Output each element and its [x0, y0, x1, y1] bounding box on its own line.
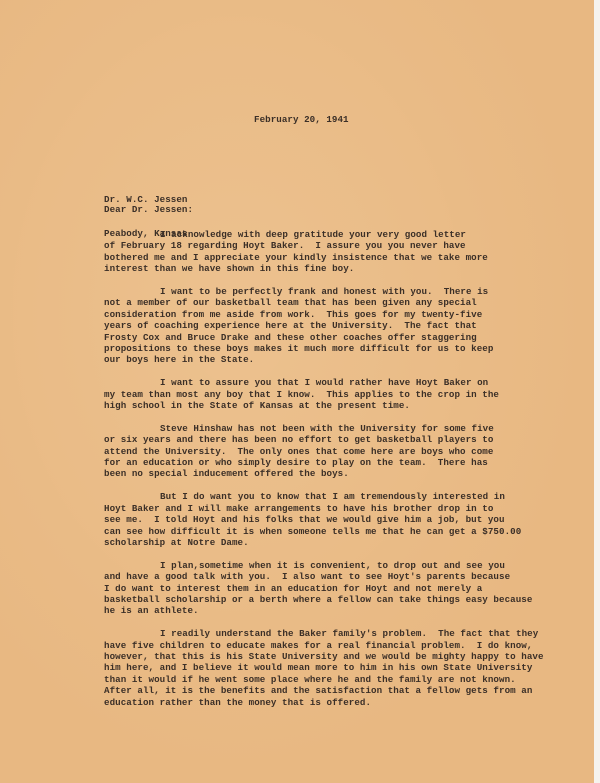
text-line: have five children to educate makes for a real financial problem. I do know,: [104, 639, 533, 651]
paragraph: [104, 377, 544, 411]
text-line: our boys here in the State.: [104, 354, 255, 366]
text-line: can see how difficult it is when someone tells me that he can get a $750.00: [104, 525, 522, 537]
text-line: Hoyt Baker and I will make arrangements to have his brother drop in to: [104, 502, 494, 514]
scan-edge: [594, 0, 600, 783]
text-line: bothered me and I appreciate your kindly insistence that we take more: [104, 251, 488, 263]
text-line: consideration from me aside from work. This goes for my twenty-five: [104, 308, 483, 320]
text-line: I want to be perfectly frank and honest with you. There is: [160, 286, 489, 298]
text-line: or six years and there has been no effort to get basketball players to: [104, 434, 494, 446]
text-line: however, that this is his State University and we would be mighty happy to have: [104, 650, 544, 662]
paragraph: [104, 229, 544, 275]
paragraph: [104, 423, 544, 480]
text-line: of February 18 regarding Hoyt Baker. I assure you you never have: [104, 240, 466, 252]
text-line: I readily understand the Baker family's problem. The fact that they: [160, 628, 539, 640]
text-line: for an education or who simply desire to play on the team. There has: [104, 457, 488, 469]
text-line: I plan,sometime when it is convenient, to drop out and see you: [160, 559, 505, 571]
text-line: attend the University. The only ones that come here are boys who come: [104, 445, 494, 457]
recipient-name: Dr. W.C. Jessen: [104, 193, 188, 205]
text-line: scholarship at Notre Dame.: [104, 536, 249, 548]
text-line: him here, and I believe it would mean more to him in his own State University: [104, 662, 533, 674]
text-line: years of coaching experience here at the University. The fact that: [104, 320, 477, 332]
text-line: not a member of our basketball team that has been given any special: [104, 297, 477, 309]
paragraph: [104, 628, 544, 708]
text-line: than it would if he went some place where he and the family are not known.: [104, 673, 516, 685]
text-line: Frosty Cox and Bruce Drake and these other coaches offer staggering: [104, 331, 477, 343]
salutation: Dear Dr. Jessen:: [104, 204, 194, 215]
text-line: I do want to interest them in an education for Hoyt and not merely a: [104, 582, 483, 594]
text-line: and have a good talk with you. I also want to see Hoyt's parents because: [104, 571, 511, 583]
text-line: interest than we have shown in this fine boy.: [104, 263, 355, 275]
text-line: education rather than the money that is offered.: [104, 696, 372, 708]
text-line: I acknowledge with deep gratitude your very good letter: [160, 229, 466, 240]
text-line: Steve Hinshaw has not been with the University for some five: [160, 422, 494, 434]
text-line: I want to assure you that I would rather have Hoyt Baker on: [160, 377, 489, 389]
text-line: After all, it is the benefits and the satisfaction that a fellow gets from an: [104, 685, 533, 697]
letter-body: [104, 229, 544, 719]
text-line: high school in the State of Kansas at the present time.: [104, 400, 410, 412]
recipient-location: Peabody, Kansas: [104, 228, 188, 240]
text-line: propositions to these boys makes it much more difficult for us to keep: [104, 343, 494, 355]
text-line: basketball scholarship or a berth where a fellow can take things easy because: [104, 593, 533, 605]
text-line: he is an athlete.: [104, 605, 199, 617]
paragraph: [104, 491, 544, 548]
text-line: But I do want you to know that I am tremendously interested in: [160, 491, 505, 503]
text-line: see me. I told Hoyt and his folks that we would give him a job, but you: [104, 514, 505, 526]
paragraph: [104, 286, 544, 366]
text-line: been no special inducement offered the boys.: [104, 468, 349, 480]
letter-date: February 20, 1941: [254, 114, 349, 125]
paragraph: [104, 560, 544, 617]
text-line: my team than most any boy that I know. This applies to the crop in the: [104, 388, 500, 400]
